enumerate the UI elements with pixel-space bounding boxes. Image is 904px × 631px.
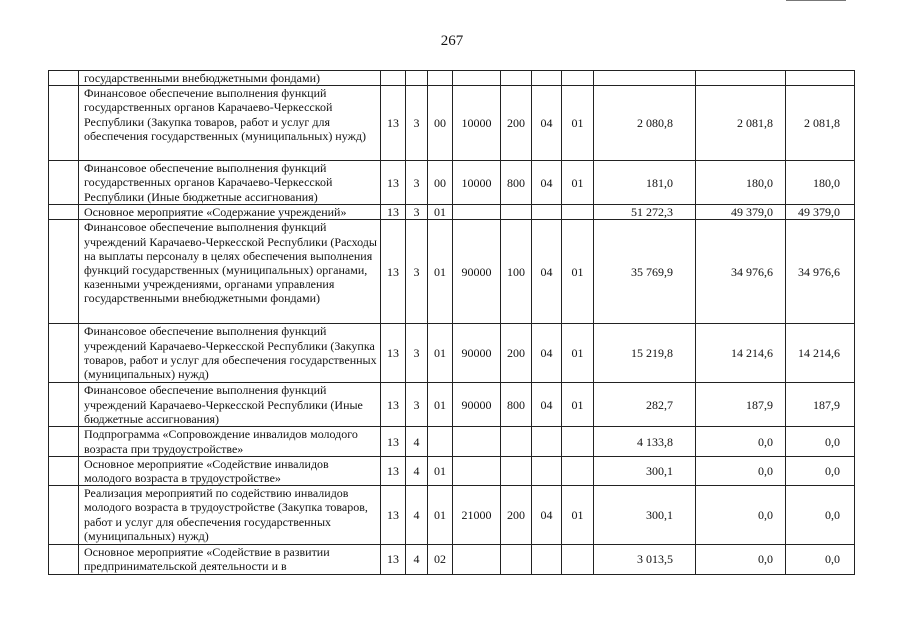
row-marker-cell xyxy=(49,86,79,161)
code-cell: 4 xyxy=(406,545,428,574)
table-row xyxy=(49,161,855,205)
code-cell: 13 xyxy=(381,545,406,574)
code-cell xyxy=(453,427,501,456)
code-cell: 04 xyxy=(532,486,562,545)
code-cell xyxy=(453,205,501,220)
code-cell: 01 xyxy=(562,324,594,383)
amount-cell: 49 379,0 xyxy=(696,205,786,220)
page-number: 267 xyxy=(440,33,464,49)
code-cell: 00 xyxy=(428,86,453,161)
code-cell xyxy=(428,71,453,86)
code-cell: 13 xyxy=(381,456,406,485)
code-cell: 4 xyxy=(406,427,428,456)
amount-cell: 3 013,5 xyxy=(594,545,696,574)
table-row xyxy=(49,71,855,86)
amount-cell: 0,0 xyxy=(786,456,855,485)
code-cell: 21000 xyxy=(453,486,501,545)
row-name-cell: Реализация мероприятий по содействию инвалидов молодого возраста в трудоустройстве (Закупка товаров, работ и услуг для обеспечения государственных (муниципальных) нужд) xyxy=(79,486,381,545)
code-cell: 02 xyxy=(428,545,453,574)
code-cell: 10000 xyxy=(453,161,501,205)
row-marker-cell xyxy=(49,427,79,456)
code-cell: 13 xyxy=(381,86,406,161)
amount-cell: 2 080,8 xyxy=(594,86,696,161)
code-cell: 04 xyxy=(532,383,562,427)
code-cell xyxy=(562,205,594,220)
code-cell: 04 xyxy=(532,220,562,324)
amount-cell: 2 081,8 xyxy=(786,86,855,161)
table-row xyxy=(49,220,855,324)
amount-cell: 14 214,6 xyxy=(786,324,855,383)
code-cell xyxy=(453,71,501,86)
code-cell: 200 xyxy=(501,324,532,383)
table-row xyxy=(49,383,855,427)
row-marker-cell xyxy=(49,324,79,383)
row-marker-cell xyxy=(49,486,79,545)
amount-cell: 49 379,0 xyxy=(786,205,855,220)
amount-cell: 14 214,6 xyxy=(696,324,786,383)
amount-cell: 180,0 xyxy=(696,161,786,205)
table-row xyxy=(49,486,855,545)
code-cell xyxy=(501,545,532,574)
code-cell: 01 xyxy=(428,456,453,485)
code-cell: 13 xyxy=(381,427,406,456)
table-row xyxy=(49,205,855,220)
code-cell: 3 xyxy=(406,205,428,220)
code-cell xyxy=(453,456,501,485)
amount-cell: 4 133,8 xyxy=(594,427,696,456)
code-cell xyxy=(381,71,406,86)
row-marker-cell xyxy=(49,456,79,485)
amount-cell: 0,0 xyxy=(696,545,786,574)
amount-cell: 282,7 xyxy=(594,383,696,427)
row-name-cell: Основное мероприятие «Содержание учреждений» xyxy=(79,205,381,220)
row-marker-cell xyxy=(49,205,79,220)
code-cell xyxy=(532,71,562,86)
amount-cell: 2 081,8 xyxy=(696,86,786,161)
code-cell: 01 xyxy=(428,220,453,324)
amount-cell: 0,0 xyxy=(786,427,855,456)
amount-cell: 51 272,3 xyxy=(594,205,696,220)
code-cell: 04 xyxy=(532,86,562,161)
code-cell: 90000 xyxy=(453,383,501,427)
amount-cell: 187,9 xyxy=(696,383,786,427)
amount-cell: 0,0 xyxy=(696,486,786,545)
code-cell xyxy=(562,456,594,485)
amount-cell: 300,1 xyxy=(594,456,696,485)
row-name-cell: Финансовое обеспечение выполнения функций государственных органов Карачаево-Черкесской Республики (Иные бюджетные ассигнования) xyxy=(79,161,381,205)
code-cell: 200 xyxy=(501,486,532,545)
code-cell xyxy=(562,71,594,86)
amount-cell xyxy=(786,71,855,86)
row-name-cell: Финансовое обеспечение выполнения функций учреждений Карачаево-Черкесской Республики (Иные бюджетные ассигнования) xyxy=(79,383,381,427)
amount-cell: 0,0 xyxy=(696,427,786,456)
amount-cell: 15 219,8 xyxy=(594,324,696,383)
code-cell: 01 xyxy=(562,220,594,324)
code-cell xyxy=(501,71,532,86)
table-row xyxy=(49,545,855,574)
amount-cell: 34 976,6 xyxy=(786,220,855,324)
table-row xyxy=(49,86,855,161)
amount-cell: 300,1 xyxy=(594,486,696,545)
code-cell: 100 xyxy=(501,220,532,324)
row-name-cell: Подпрограмма «Сопровождение инвалидов молодого возраста при трудоустройстве» xyxy=(79,427,381,456)
amount-cell: 0,0 xyxy=(786,545,855,574)
code-cell: 01 xyxy=(428,383,453,427)
code-cell xyxy=(532,205,562,220)
row-marker-cell xyxy=(49,545,79,574)
code-cell: 800 xyxy=(501,161,532,205)
code-cell: 01 xyxy=(428,486,453,545)
row-name-cell: государственными внебюджетными фондами) xyxy=(79,71,381,86)
code-cell: 13 xyxy=(381,486,406,545)
amount-cell: 35 769,9 xyxy=(594,220,696,324)
row-marker-cell xyxy=(49,161,79,205)
code-cell: 90000 xyxy=(453,324,501,383)
row-name-cell: Основное мероприятие «Содействие инвалидов молодого возраста в трудоустройстве» xyxy=(79,456,381,485)
code-cell: 3 xyxy=(406,324,428,383)
code-cell: 01 xyxy=(428,205,453,220)
code-cell: 13 xyxy=(381,383,406,427)
table-row xyxy=(49,324,855,383)
row-name-cell: Основное мероприятие «Содействие в развитии предпринимательской деятельности и в xyxy=(79,545,381,574)
code-cell xyxy=(428,427,453,456)
code-cell: 4 xyxy=(406,456,428,485)
code-cell: 3 xyxy=(406,161,428,205)
code-cell xyxy=(406,71,428,86)
budget-table xyxy=(48,70,855,575)
row-marker-cell xyxy=(49,383,79,427)
row-name-cell: Финансовое обеспечение выполнения функций учреждений Карачаево-Черкесской Республики (Расходы на выплаты персоналу в целях обеспечения выполнения функций государственных (муниципальных) органами, казенными учреждениями, органами управления государственными внебюджетными фондами) xyxy=(79,220,381,324)
code-cell: 3 xyxy=(406,220,428,324)
amount-cell: 0,0 xyxy=(786,486,855,545)
code-cell: 3 xyxy=(406,86,428,161)
code-cell xyxy=(501,205,532,220)
amount-cell xyxy=(696,71,786,86)
table-row xyxy=(49,456,855,485)
code-cell: 01 xyxy=(562,86,594,161)
code-cell xyxy=(562,545,594,574)
code-cell xyxy=(501,456,532,485)
code-cell xyxy=(532,545,562,574)
row-marker-cell xyxy=(49,220,79,324)
row-name-cell: Финансовое обеспечение выполнения функций государственных органов Карачаево-Черкесской Республики (Закупка товаров, работ и услуг для обеспечения государственных (муниципальных) нужд) xyxy=(79,86,381,161)
code-cell xyxy=(532,456,562,485)
code-cell: 04 xyxy=(532,161,562,205)
code-cell xyxy=(562,427,594,456)
amount-cell: 34 976,6 xyxy=(696,220,786,324)
code-cell xyxy=(501,427,532,456)
code-cell: 13 xyxy=(381,161,406,205)
code-cell xyxy=(532,427,562,456)
code-cell: 13 xyxy=(381,205,406,220)
amount-cell: 180,0 xyxy=(786,161,855,205)
code-cell: 10000 xyxy=(453,86,501,161)
code-cell: 04 xyxy=(532,324,562,383)
code-cell: 01 xyxy=(428,324,453,383)
code-cell: 800 xyxy=(501,383,532,427)
scan-edge-mark xyxy=(786,0,846,3)
table-row xyxy=(49,427,855,456)
code-cell: 13 xyxy=(381,324,406,383)
code-cell: 200 xyxy=(501,86,532,161)
amount-cell: 187,9 xyxy=(786,383,855,427)
code-cell: 01 xyxy=(562,486,594,545)
code-cell: 4 xyxy=(406,486,428,545)
code-cell xyxy=(453,545,501,574)
code-cell: 01 xyxy=(562,383,594,427)
code-cell: 01 xyxy=(562,161,594,205)
amount-cell: 181,0 xyxy=(594,161,696,205)
code-cell: 90000 xyxy=(453,220,501,324)
code-cell: 3 xyxy=(406,383,428,427)
row-marker-cell xyxy=(49,71,79,86)
code-cell: 13 xyxy=(381,220,406,324)
row-name-cell: Финансовое обеспечение выполнения функций учреждений Карачаево-Черкесской Республики (Закупка товаров, работ и услуг для обеспечения государственных (муниципальных) нужд) xyxy=(79,324,381,383)
amount-cell: 0,0 xyxy=(696,456,786,485)
code-cell: 00 xyxy=(428,161,453,205)
amount-cell xyxy=(594,71,696,86)
